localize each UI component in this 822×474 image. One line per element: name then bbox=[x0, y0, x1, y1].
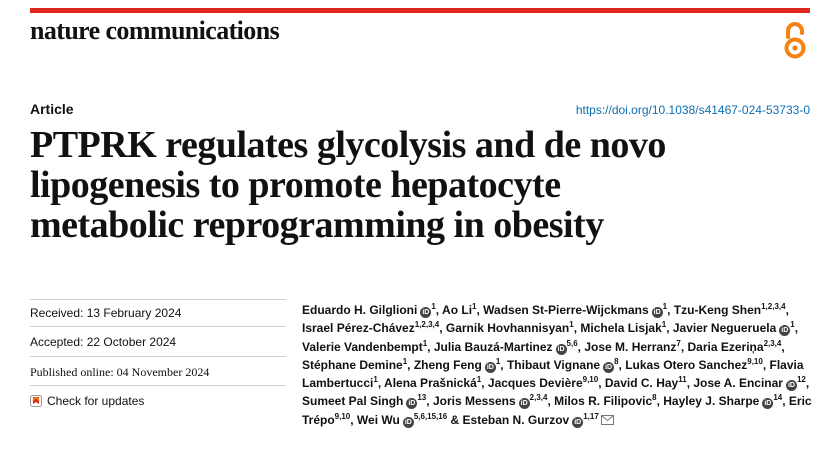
affiliation-superscript: 9,10 bbox=[582, 375, 599, 385]
author[interactable] bbox=[302, 303, 436, 317]
author-name: Eric Trépo bbox=[302, 394, 812, 427]
orcid-icon[interactable]: iD bbox=[574, 418, 582, 426]
divider bbox=[30, 299, 286, 300]
author-name: Tzu-Keng Shen bbox=[673, 303, 762, 317]
check-for-updates-icon bbox=[30, 395, 42, 407]
affiliation-superscript: 8 bbox=[652, 393, 657, 403]
author-name: Jacques Devière bbox=[487, 376, 583, 391]
author[interactable] bbox=[414, 358, 500, 372]
affiliation-superscript: 1 bbox=[373, 375, 378, 385]
author[interactable] bbox=[605, 376, 687, 390]
orcid-icon[interactable]: iD bbox=[787, 382, 795, 390]
affiliation-superscript: 1,2,3,4 bbox=[414, 320, 440, 330]
author-name: Sumeet Pal Singh bbox=[302, 394, 404, 409]
envelope-icon[interactable] bbox=[601, 415, 614, 425]
orcid-icon[interactable]: iD bbox=[764, 400, 772, 408]
affiliation-superscript: 5,6 bbox=[566, 338, 578, 348]
journal-name[interactable]: nature communications bbox=[30, 16, 280, 45]
orcid-icon[interactable]: iD bbox=[557, 345, 565, 353]
author[interactable] bbox=[488, 376, 598, 390]
affiliation-superscript: 1 bbox=[422, 338, 428, 348]
author-name: Israel Pérez-Chávez bbox=[302, 321, 415, 336]
author[interactable] bbox=[357, 413, 447, 427]
affiliation-superscript: 1 bbox=[431, 302, 436, 311]
affiliation-superscript: 1,2,3,4 bbox=[761, 302, 786, 311]
orcid-icon[interactable]: iD bbox=[408, 400, 416, 408]
author-name: Valerie Vandenbempt bbox=[302, 339, 423, 354]
author-name: Julia Bauzá-Martinez bbox=[433, 339, 553, 354]
author[interactable] bbox=[463, 413, 614, 427]
received-date: Received: 13 February 2024 bbox=[30, 306, 182, 320]
orcid-icon[interactable]: iD bbox=[404, 418, 412, 426]
affiliation-superscript: 1 bbox=[569, 320, 574, 330]
title-line: metabolic reprogramming in obesity bbox=[30, 204, 604, 246]
author[interactable] bbox=[507, 358, 619, 372]
check-for-updates-label: Check for updates bbox=[47, 394, 145, 408]
author-list: Eduardo H. Gilglioni $iD^1$, Ao Li$^1$, Wadsen St-Pierre-Wijckmans $iD^1$, Tzu-Keng Shen$^{1,2,3,4}$, Israel Pérez-Chávez$^{1,2,3,4}$, Garnik Hovhannisyan$^1$, Michela Lisjak$^1$, Javier Negueruela $iD^1$, Valerie Vandenbempt$^1$, Julia Bauzá-Martinez iD$^{5,6}$, Jose M. Herranz$^7$, Daria Ezeriņa$^{2,3,4}$, Stéphane Demine$^1$, Zheng Feng $iD^1$, Thibaut Vignane $iD^8$, Lukas Otero Sanchez$^{9,10}$, Flavia Lambertucci$^1$, Alena Prašnická$^1$, Jacques Devière$^{9,10}$, David C. Hay$^{11}$, Jose A. Encinar $iD^{12}$, Sumeet Pal Singh $iD^{13}$, Joris Messens iD$^{2,3,4}$, Milos R. Filipovic$^8$, Hayley J. Sharpe $iD^{14}$, Eric Trépo$^{9,10}$, Wei Wu iD$^{5,6,15,16}$ & Esteban N. Gurzov iD$^{1,17}$ bbox=[302, 302, 812, 427]
author[interactable] bbox=[580, 321, 666, 335]
affiliation-superscript: 1,17 bbox=[583, 411, 599, 421]
orcid-icon[interactable]: iD bbox=[422, 309, 430, 316]
divider bbox=[30, 356, 286, 357]
author-name: David C. Hay bbox=[604, 376, 679, 391]
author-name: Thibaut Vignane bbox=[506, 357, 601, 372]
author-name: Eduardo H. Gilglioni bbox=[302, 303, 418, 317]
title-line: lipogenesis to promote hepatocyte bbox=[30, 164, 561, 206]
author[interactable] bbox=[302, 321, 439, 335]
author-name: Stéphane Demine bbox=[302, 357, 403, 372]
author-name: Ao Li bbox=[442, 303, 473, 317]
author-name: Garnik Hovhannisyan bbox=[445, 321, 570, 336]
affiliation-superscript: 14 bbox=[773, 393, 783, 403]
author-name: Wadsen St-Pierre-Wijckmans bbox=[483, 303, 649, 317]
divider bbox=[30, 385, 286, 386]
author[interactable] bbox=[302, 394, 426, 408]
affiliation-superscript: 2,3,4 bbox=[763, 338, 782, 348]
author-name: Alena Prašnická bbox=[384, 376, 477, 391]
open-access-icon bbox=[782, 20, 808, 60]
orcid-icon[interactable]: iD bbox=[520, 400, 528, 408]
affiliation-superscript: 7 bbox=[676, 338, 681, 348]
article-type: Article bbox=[30, 101, 74, 117]
orcid-icon[interactable]: iD bbox=[486, 363, 494, 371]
author[interactable] bbox=[302, 358, 407, 372]
affiliation-superscript: 1 bbox=[495, 356, 501, 366]
affiliation-superscript: 12 bbox=[796, 375, 806, 385]
affiliation-superscript: 1 bbox=[662, 302, 668, 311]
author[interactable] bbox=[688, 340, 782, 354]
affiliation-superscript: 1 bbox=[472, 302, 477, 311]
author[interactable] bbox=[483, 303, 667, 317]
author[interactable] bbox=[663, 394, 782, 408]
author[interactable] bbox=[673, 321, 795, 335]
author[interactable] bbox=[434, 340, 578, 354]
author-name: Zheng Feng bbox=[413, 357, 482, 372]
affiliation-superscript: 9,10 bbox=[747, 356, 763, 366]
author-name: Wei Wu bbox=[356, 412, 400, 427]
author-name: Jose M. Herranz bbox=[584, 339, 677, 354]
orcid-icon[interactable]: iD bbox=[605, 363, 613, 371]
affiliation-superscript: 13 bbox=[417, 393, 427, 403]
author-name: Flavia Lambertucci bbox=[302, 357, 804, 391]
doi-link[interactable]: https://doi.org/10.1038/s41467-024-53733-0 bbox=[575, 103, 810, 117]
title-line: PTPRK regulates glycolysis and de novo bbox=[30, 124, 666, 166]
affiliation-superscript: 8 bbox=[614, 356, 619, 366]
affiliation-superscript: 2,3,4 bbox=[529, 393, 548, 403]
orcid-icon[interactable]: iD bbox=[653, 309, 661, 316]
accepted-date: Accepted: 22 October 2024 bbox=[30, 335, 177, 349]
divider bbox=[30, 326, 286, 327]
author[interactable] bbox=[554, 394, 656, 408]
author-name: Joris Messens bbox=[432, 394, 516, 409]
author[interactable] bbox=[446, 321, 574, 335]
author-name: Daria Ezeriņa bbox=[687, 339, 764, 354]
author-name: Javier Negueruela bbox=[672, 321, 777, 336]
author-name: Lukas Otero Sanchez bbox=[625, 357, 748, 372]
affiliation-superscript: 1 bbox=[661, 320, 667, 330]
author-name: Esteban N. Gurzov bbox=[462, 412, 570, 427]
author[interactable] bbox=[433, 394, 548, 408]
author[interactable] bbox=[302, 340, 427, 354]
author[interactable] bbox=[625, 358, 763, 372]
orcid-icon[interactable]: iD bbox=[781, 327, 789, 335]
author-name: Michela Lisjak bbox=[580, 321, 662, 336]
affiliation-superscript: 11 bbox=[678, 375, 687, 385]
check-for-updates-button[interactable] bbox=[30, 394, 286, 408]
journal-color-bar bbox=[30, 8, 810, 13]
affiliation-superscript: 9,10 bbox=[334, 411, 351, 421]
published-date: Published online: 04 November 2024 bbox=[30, 365, 210, 379]
affiliation-superscript: 1 bbox=[790, 320, 795, 330]
author[interactable] bbox=[442, 303, 476, 317]
author-name: Hayley J. Sharpe bbox=[663, 394, 760, 409]
affiliation-superscript: 1 bbox=[476, 375, 482, 385]
affiliation-superscript: 5,6,15,16 bbox=[413, 411, 448, 421]
author-name: Milos R. Filipovic bbox=[554, 394, 653, 409]
affiliation-superscript: 1 bbox=[402, 356, 408, 366]
author[interactable] bbox=[693, 376, 806, 390]
article-title bbox=[30, 125, 810, 245]
author[interactable] bbox=[384, 376, 481, 390]
author[interactable] bbox=[584, 340, 681, 354]
author-name: Jose A. Encinar bbox=[693, 376, 783, 391]
author[interactable] bbox=[674, 303, 786, 317]
